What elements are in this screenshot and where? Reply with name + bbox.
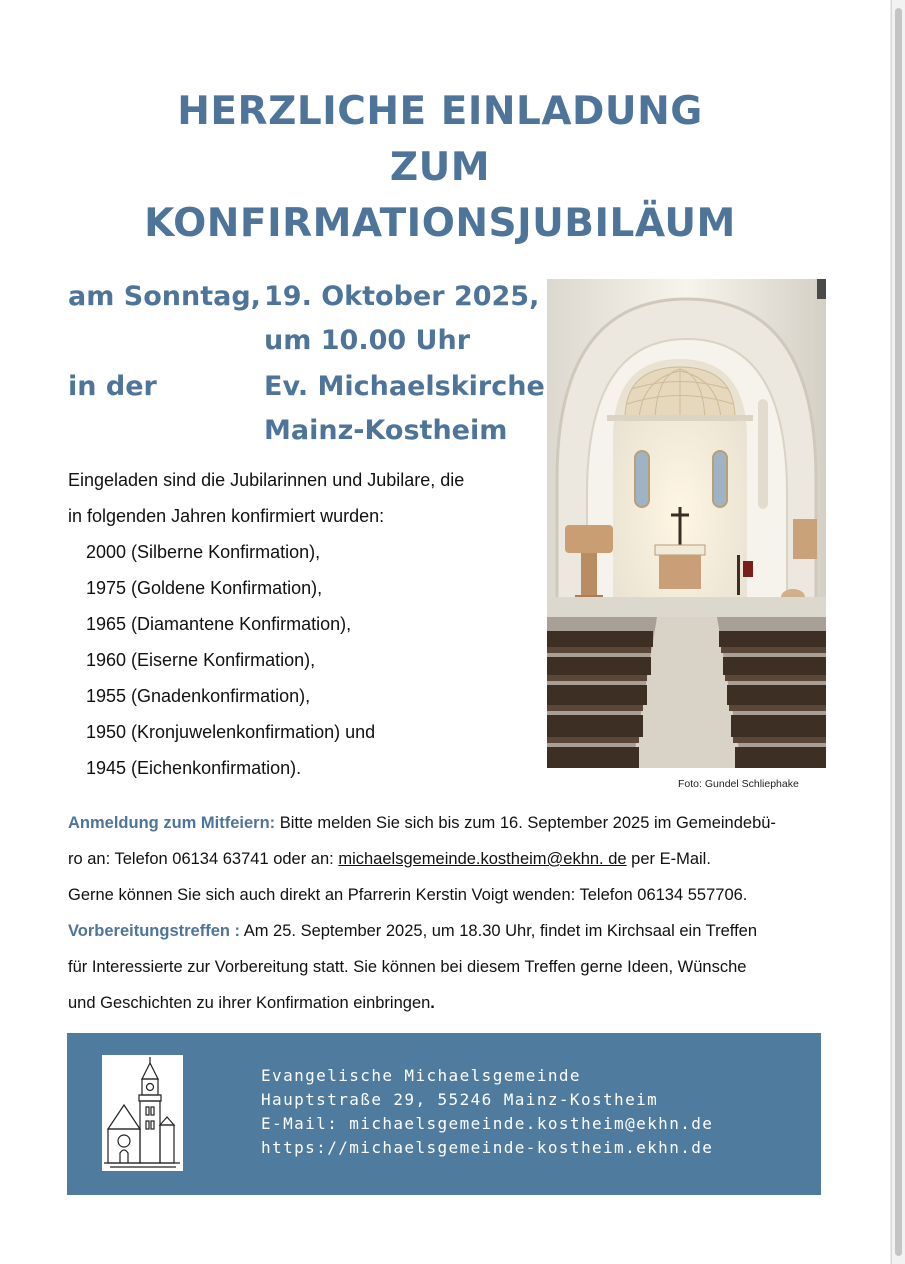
preparation-text-end: und Geschichten zu ihrer Konfirmation einbringen <box>68 994 431 1012</box>
event-time: um 10.00 Uhr <box>264 325 471 356</box>
title-line-3: KONFIRMATIONSJUBILÄUM <box>144 201 736 246</box>
year-item: 1950 (Kronjuwelenkonfirmation) und <box>86 722 376 742</box>
registration-line-3: Gerne können Sie sich auch direkt an Pfarrerin Kerstin Voigt wenden: Telefon 06134 557706. <box>68 886 748 904</box>
year-item: 1960 (Eiserne Konfirmation), <box>86 650 316 670</box>
preparation-line-3 <box>68 994 435 1013</box>
preparation-label: Vorbereitungstreffen : <box>68 922 241 940</box>
year-item: 1955 (Gnadenkonfirmation), <box>86 686 311 706</box>
day-label: am Sonntag, <box>68 281 261 312</box>
year-item: 1945 (Eichenkonfirmation). <box>86 758 302 778</box>
registration-email-link[interactable]: michaelsgemeinde.kostheim@ekhn. de <box>338 850 627 868</box>
year-item: 2000 (Silberne Konfirmation), <box>86 542 321 562</box>
contact-footer <box>67 1033 821 1195</box>
registration-line-1 <box>68 814 776 833</box>
church-drawing-icon <box>102 1055 183 1171</box>
event-date: 19. Oktober 2025, <box>264 281 540 312</box>
church-interior-illustration <box>547 279 826 768</box>
footer-org-name: Evangelische Michaelsgemeinde <box>261 1066 581 1085</box>
church-name: Ev. Michaelskirche <box>264 371 545 402</box>
registration-label: Anmeldung zum Mitfeiern: <box>68 814 276 832</box>
church-interior-photo <box>547 279 826 768</box>
preparation-final-period: . <box>430 994 435 1012</box>
preparation-text: Am 25. September 2025, um 18.30 Uhr, findet im Kirchsaal ein Treffen <box>240 922 758 940</box>
registration-line-2 <box>68 850 711 869</box>
scrollbar-thumb[interactable] <box>895 8 902 1256</box>
footer-email[interactable]: E-Mail: michaelsgemeinde.kostheim@ekhn.de <box>261 1114 714 1133</box>
preparation-line-1 <box>68 922 757 941</box>
year-item: 1975 (Goldene Konfirmation), <box>86 578 323 598</box>
footer-address: Hauptstraße 29, 55246 Mainz-Kostheim <box>261 1090 659 1109</box>
intro-line-1: Eingeladen sind die Jubilarinnen und Jubilare, die <box>68 470 465 490</box>
intro-line-2: in folgenden Jahren konfirmiert wurden: <box>68 506 385 526</box>
town-name: Mainz-Kostheim <box>264 415 508 446</box>
title-line-1: HERZLICHE EINLADUNG <box>177 89 703 134</box>
page-title <box>0 84 880 252</box>
vertical-scrollbar[interactable] <box>891 0 905 1264</box>
title-line-2: ZUM <box>389 145 491 190</box>
church-logo-svg <box>102 1055 183 1171</box>
registration-phone-text: ro an: Telefon 06134 63741 oder an: <box>68 850 339 868</box>
footer-url[interactable]: https://michaelsgemeinde-kostheim.ekhn.de <box>261 1138 714 1157</box>
registration-text: Bitte melden Sie sich bis zum 16. September 2025 im Gemeindebü- <box>275 814 776 832</box>
photo-caption: Foto: Gundel Schliephake <box>678 778 799 790</box>
year-item: 1965 (Diamantene Konfirmation), <box>86 614 352 634</box>
preparation-line-2: für Interessierte zur Vorbereitung statt. Sie können bei diesem Treffen gerne Ideen, Wünsche <box>68 958 747 976</box>
place-label: in der <box>68 371 157 402</box>
registration-email-suffix: per E-Mail. <box>626 850 711 868</box>
